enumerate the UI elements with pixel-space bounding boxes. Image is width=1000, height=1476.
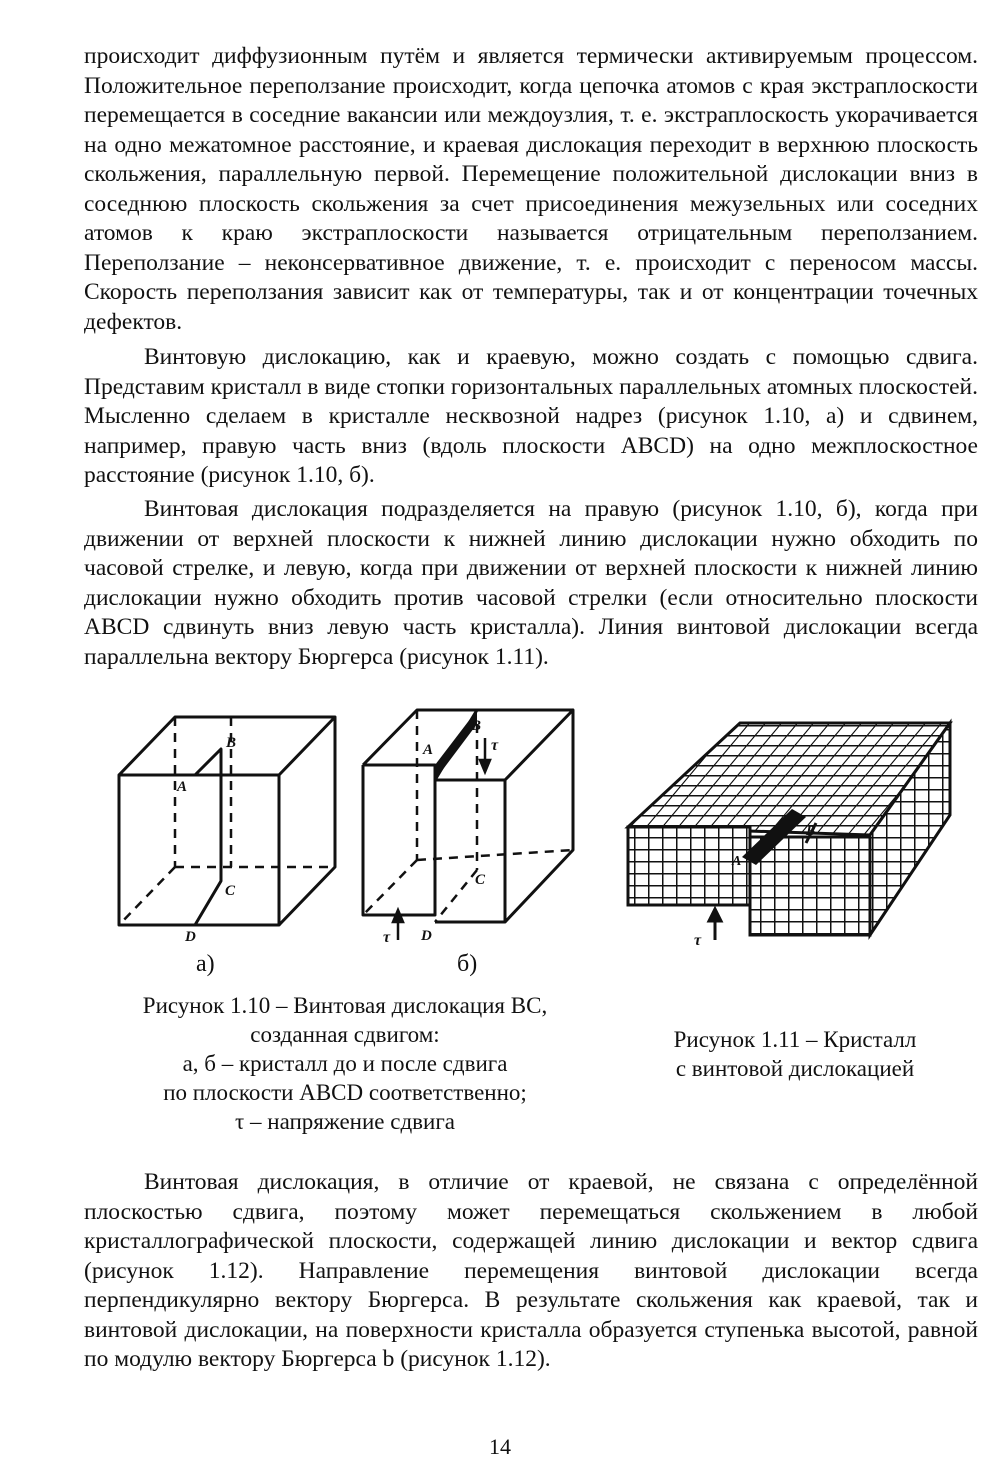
label-a: A bbox=[732, 854, 742, 869]
caption-line: с винтовой дислокацией bbox=[675, 1056, 915, 1081]
label-b: B bbox=[471, 718, 482, 734]
label-c: C bbox=[475, 872, 486, 888]
caption-line: Рисунок 1.11 – Кристалл bbox=[673, 1027, 917, 1052]
figure-1-11-crystal-lattice bbox=[620, 705, 965, 965]
label-d: D bbox=[185, 929, 196, 945]
figure-1-11-caption bbox=[630, 1025, 960, 1083]
figure-1-10-caption bbox=[100, 991, 590, 1136]
figure-1-10a-crystal-before-shear bbox=[105, 705, 345, 950]
caption-line: созданная сдвигом: bbox=[250, 1022, 440, 1047]
label-d: D bbox=[421, 928, 432, 944]
caption-line: τ – напряжение сдвига bbox=[235, 1109, 455, 1134]
tau-label: τ bbox=[694, 932, 702, 949]
tau-label-bottom: τ bbox=[383, 929, 391, 946]
label-b: B bbox=[806, 824, 816, 839]
paragraph-screw-handedness: Винтовая дислокация подразделяется на правую (рисунок 1.10, б), когда при движении от верхней плоскости к нижней линию дислокации нужно обходить по часовой стрелке, и левую, когда при движении от верхней плоскости к нижней линию дислокации нужно обходить против часовой стрелки (если относительно плоскости ABCD сдвинуть вниз левую часть кристалла). Линия винтовой дислокации всегда параллельна вектору Бюргерса (рисунок 1.11). bbox=[84, 496, 978, 670]
caption-line: по плоскости ABCD соответственно; bbox=[163, 1080, 527, 1105]
label-a: A bbox=[423, 742, 434, 758]
label-a: A bbox=[177, 779, 188, 795]
paragraph-screw-glide: Винтовая дислокация, в отличие от краевой, не связана с определённой плоскостью сдвига, поэтому может перемещаться скольжением в любой кристаллографической плоскости, содержащей линию дислокации и вектор сдвига (рисунок 1.12). Направление перемещения винтовой дислокации всегда перпендикулярно вектору Бюргерса. В результате скольжения как краевой, так и винтовой дислокации, на поверхности кристалла образуется ступенька высотой, равной по модулю вектору Бюргерса b (рисунок 1.12). bbox=[84, 1169, 978, 1372]
paragraph-climb: происходит диффузионным путём и является термически активируемым процессом. Положительное переползание происходит, когда цепочка атомов с края экстраплоскости перемещается в соседние вакансии или междоузлия, т. е. экстраплоскость укорачивается на одно межатомное расстояние, и краевая дислокация переходит в верхнюю плоскость скольжения, параллельную первой. Перемещение положительной дислокации вниз в соседнюю плоскость скольжения за счет присоединения межузельных или соседних атомов к краю экстраплоскости называется отрицательным переползанием. Переползание – неконсервативное движение, т. е. происходит с переносом массы. Скорость переползания зависит как от температуры, так и от концентрации точечных дефектов. bbox=[84, 43, 978, 335]
figure-1-10b-crystal-after-shear bbox=[355, 700, 585, 950]
figure-1-10a-label: а) bbox=[196, 951, 215, 977]
paragraph-screw-creation: Винтовую дислокацию, как и краевую, можно создать с помощью сдвига. Представим кристалл в виде стопки горизонтальных параллельных атомных плоскостей. Мысленно сделаем в кристалле несквозной надрез (рисунок 1.10, а) и сдвинем, например, правую часть вниз (вдоль плоскости ABCD) на одно межплоскостное расстояние (рисунок 1.10, б). bbox=[84, 344, 978, 488]
label-b: B bbox=[226, 735, 237, 751]
caption-line: а, б – кристалл до и после сдвига bbox=[182, 1051, 508, 1076]
page-number: 14 bbox=[489, 1434, 511, 1459]
figure-1-10b-label: б) bbox=[457, 951, 478, 977]
caption-line: Рисунок 1.10 – Винтовая дислокация BC, bbox=[142, 993, 548, 1018]
tau-label-top: τ bbox=[491, 737, 499, 754]
label-c: C bbox=[225, 883, 236, 899]
